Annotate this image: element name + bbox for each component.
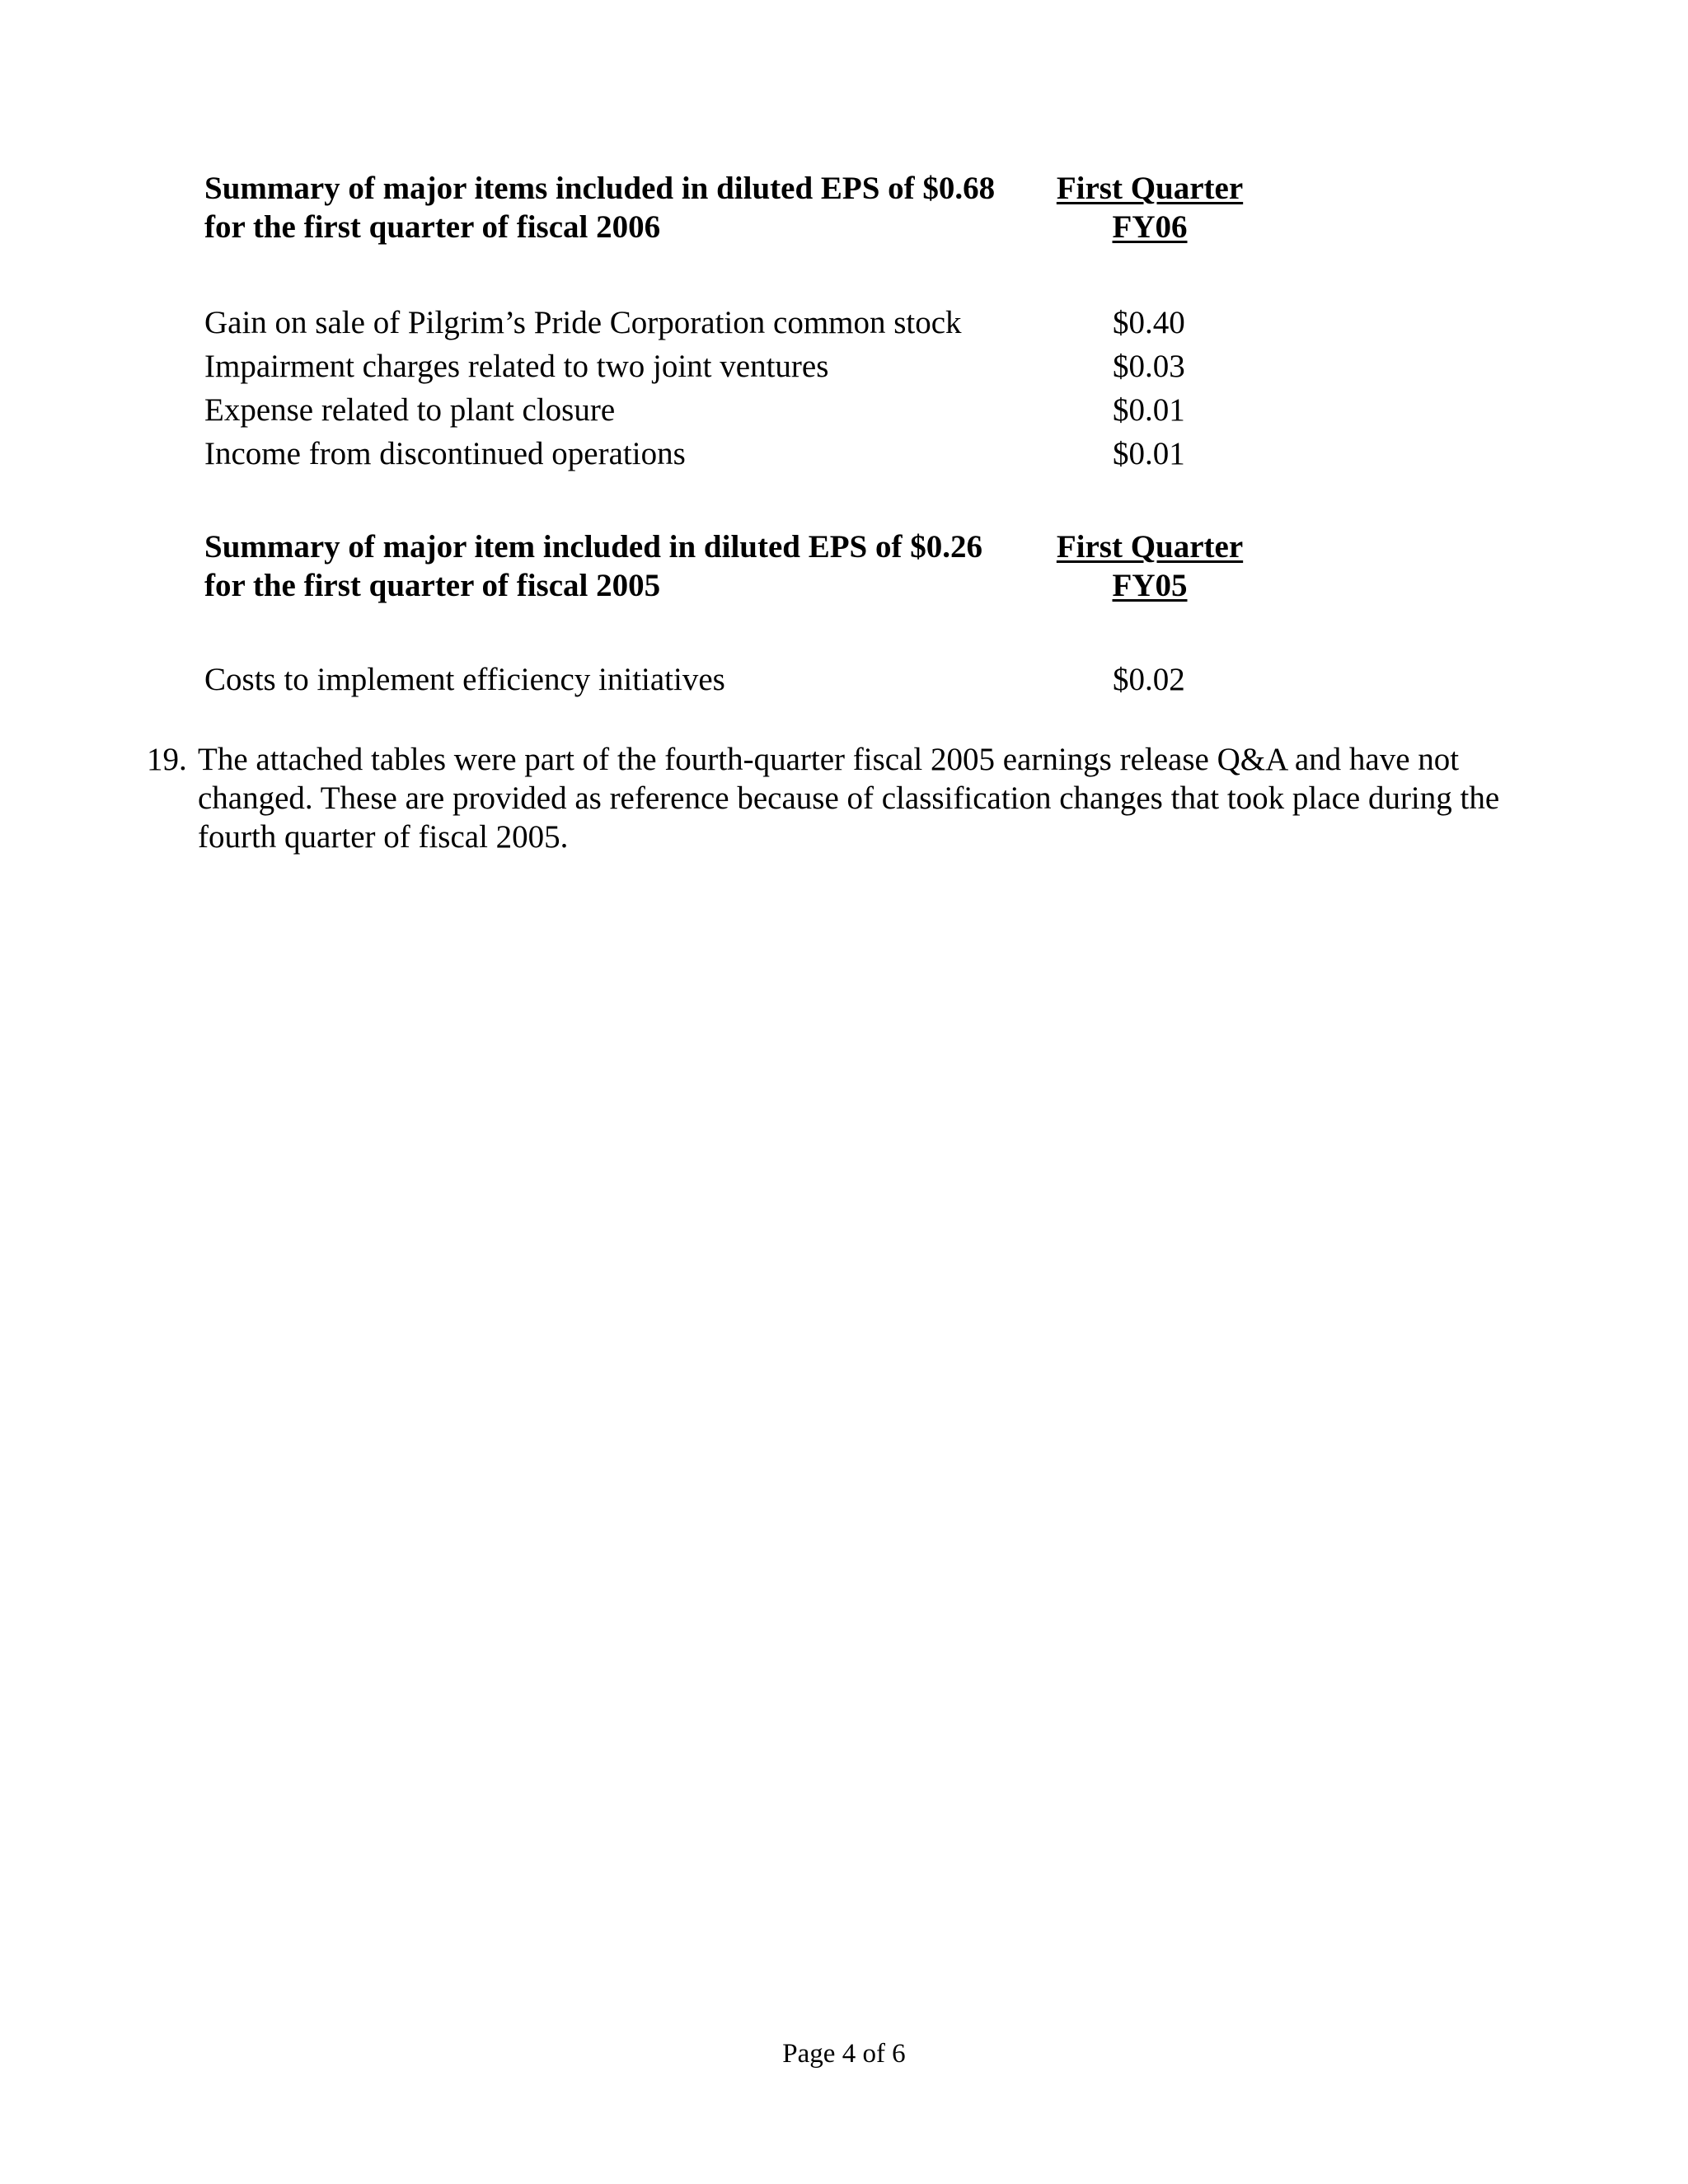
note-text [198, 740, 1550, 856]
eps-item-label: Gain on sale of Pilgrim’s Pride Corporation common stock [204, 305, 962, 340]
column-header-line: FY05 [1112, 568, 1188, 603]
eps-items-fy06 [204, 301, 1276, 476]
eps-summary-fy06-header [204, 169, 1276, 251]
eps-item-label: Costs to implement efficiency initiatives [204, 662, 725, 697]
heading-line: Summary of major item included in diluted EPS of $0.26 [204, 529, 982, 565]
eps-item-label: Expense related to plant closure [204, 392, 616, 428]
column-header-fy06 [1055, 169, 1245, 246]
heading-line: Summary of major items included in diluted EPS of $0.68 [204, 171, 996, 206]
note-line: fourth quarter of fiscal 2005. [198, 819, 569, 855]
eps-item-value: $0.01 [1113, 436, 1185, 471]
eps-item-value: $0.03 [1113, 349, 1185, 384]
eps-item-value: $0.40 [1113, 305, 1185, 340]
column-header-line: First Quarter [1056, 171, 1244, 206]
column-header-line: First Quarter [1056, 529, 1244, 565]
eps-summary-fy06 [204, 169, 1276, 471]
column-header-fy05 [1055, 527, 1245, 605]
heading-line: for the first quarter of fiscal 2005 [204, 568, 661, 603]
eps-item-value: $0.02 [1113, 662, 1185, 697]
eps-summary-fy05 [204, 527, 1276, 697]
eps-item-row [204, 432, 1276, 476]
eps-item-row [204, 301, 1276, 344]
eps-summary-fy05-heading [204, 527, 1029, 605]
eps-item-row [204, 658, 1276, 701]
heading-line: for the first quarter of fiscal 2006 [204, 209, 661, 245]
eps-item-label: Impairment charges related to two joint ventures [204, 349, 829, 384]
note-line: The attached tables were part of the fourth-quarter fiscal 2005 earnings release Q&A and have not [198, 742, 1460, 777]
column-header-line: FY06 [1112, 209, 1188, 245]
note-number: 19. [147, 742, 187, 777]
eps-summary-fy05-header [204, 527, 1276, 610]
eps-item-label: Income from discontinued operations [204, 436, 686, 471]
page-number: Page 4 of 6 [782, 2039, 906, 2069]
eps-items-fy05 [204, 658, 1276, 701]
note-line: changed. These are provided as reference because of classification changes that took place during the [198, 780, 1500, 816]
eps-summary-fy06-heading [204, 169, 1029, 246]
eps-item-value: $0.01 [1113, 392, 1185, 428]
eps-item-row [204, 388, 1276, 432]
eps-item-row [204, 344, 1276, 388]
